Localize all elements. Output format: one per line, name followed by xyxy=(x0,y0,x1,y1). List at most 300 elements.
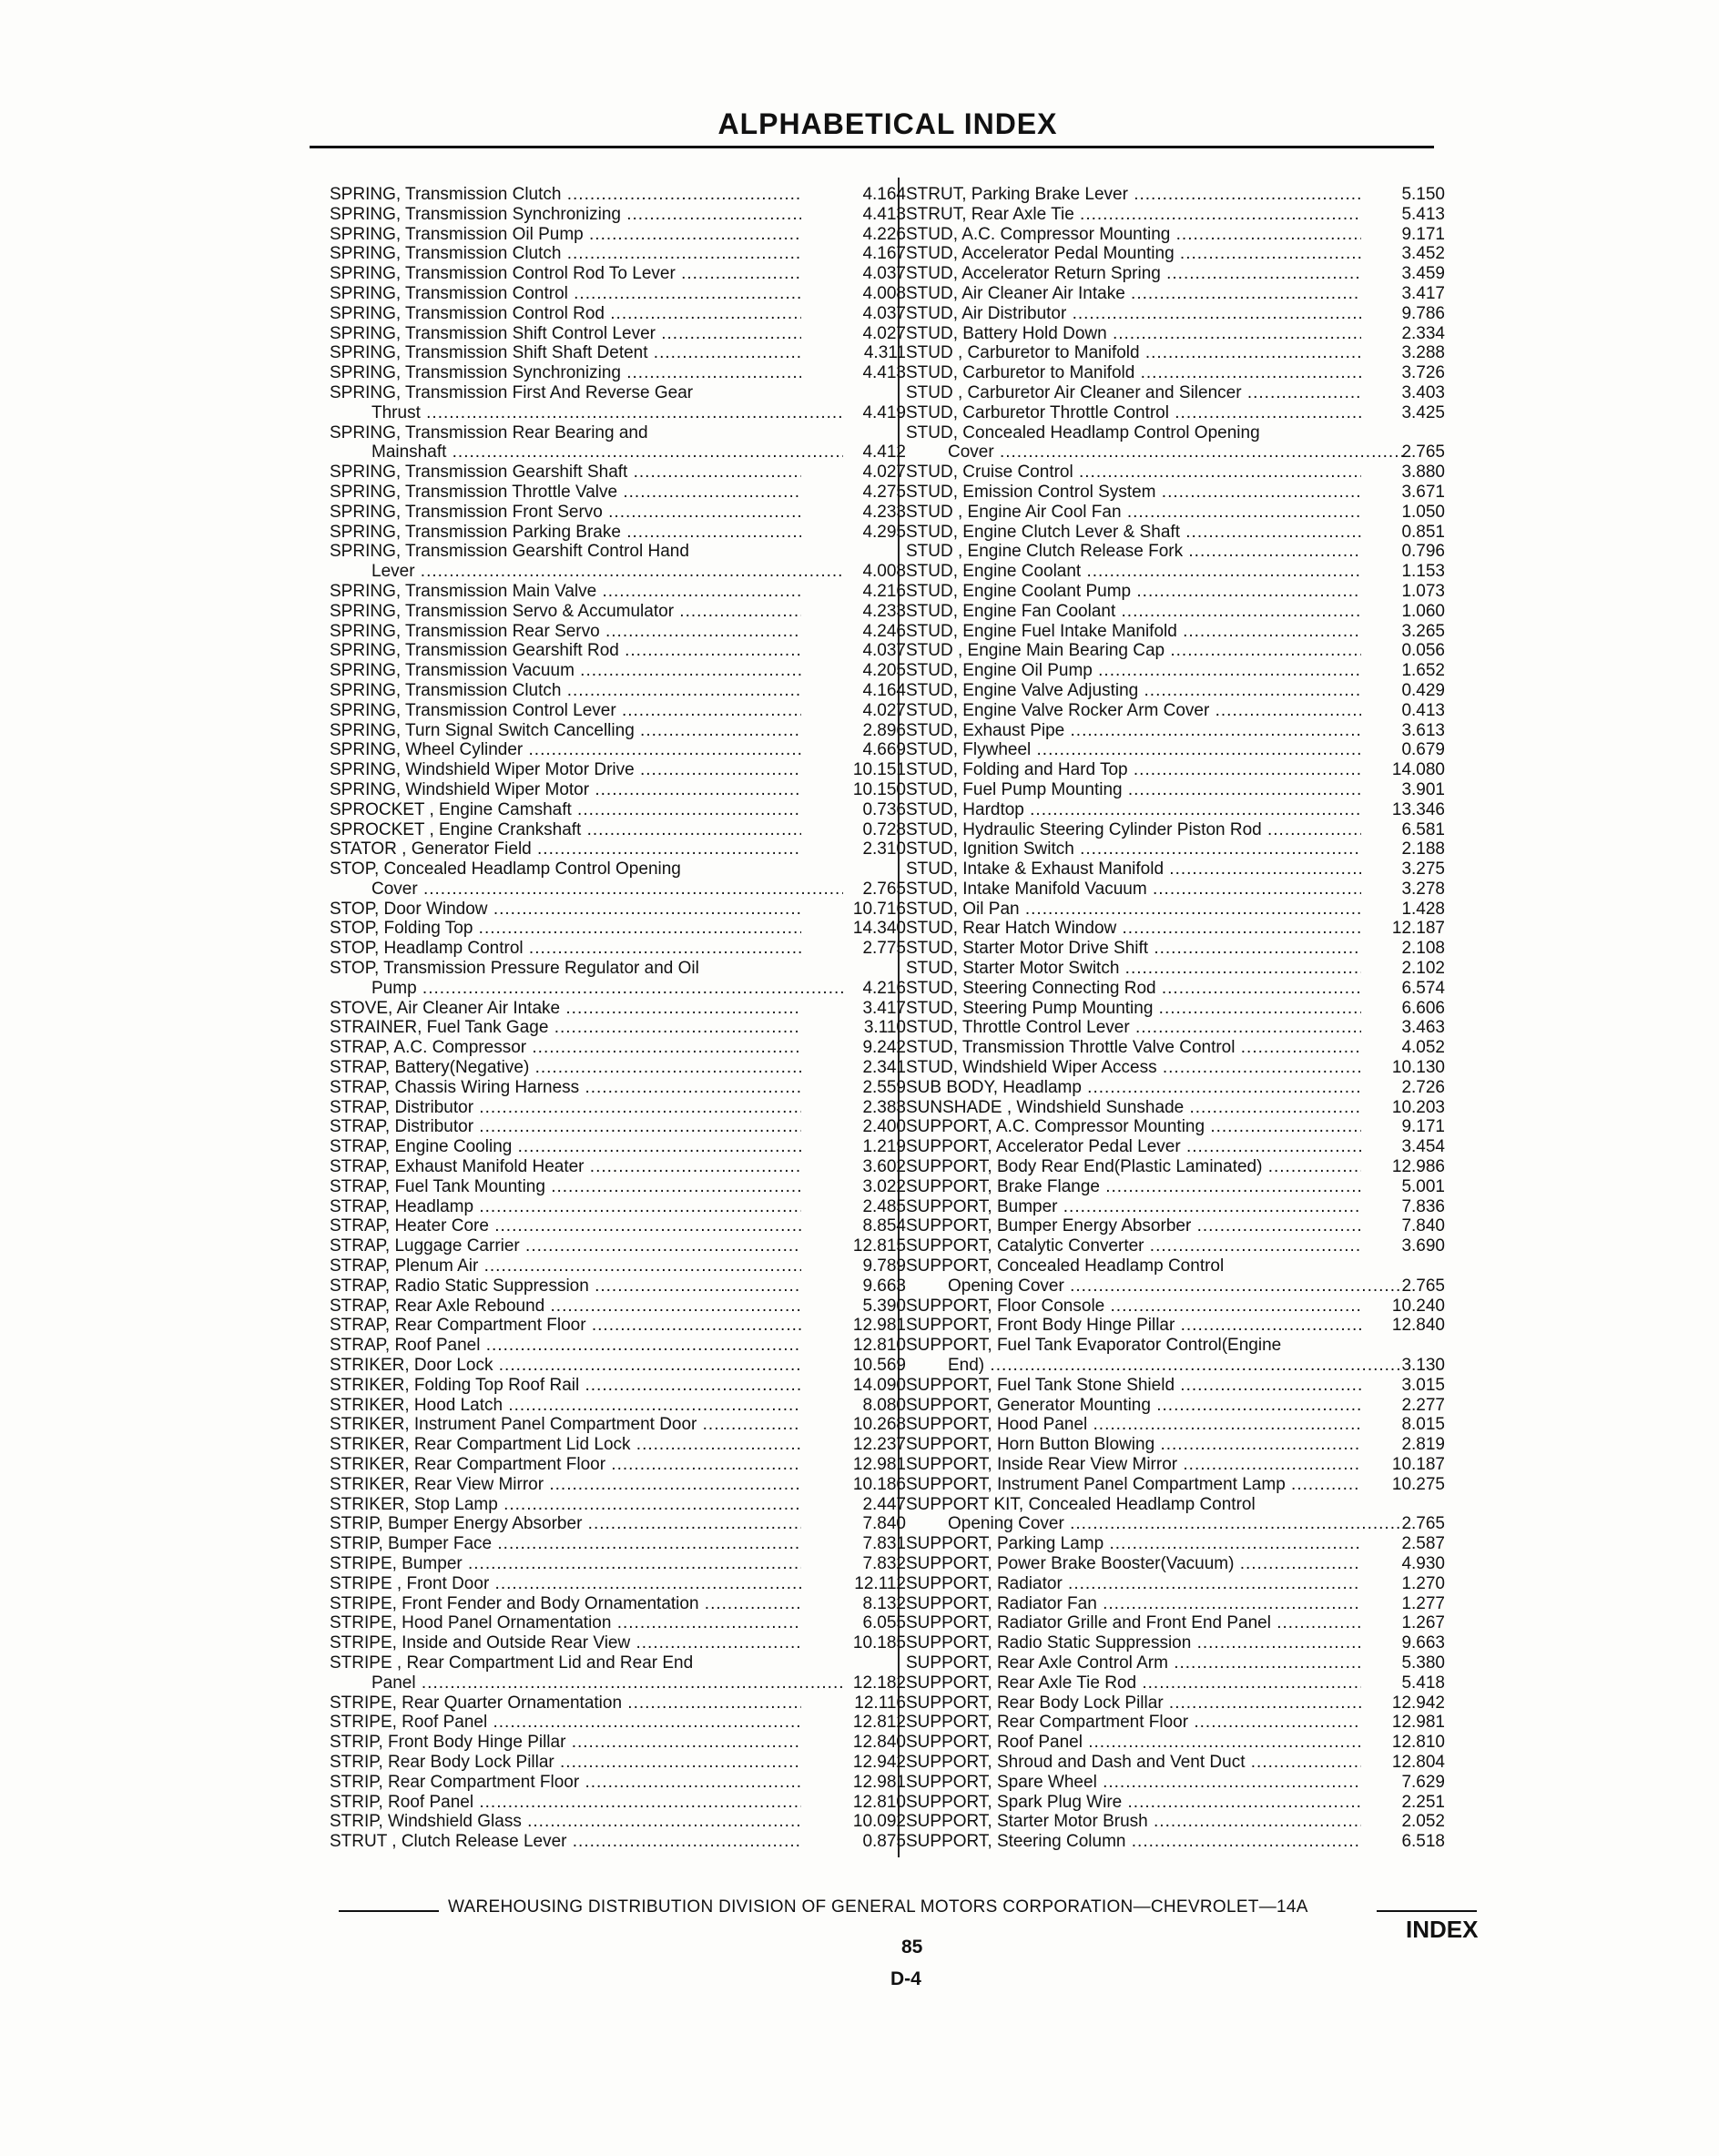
entry-page-ref: 10.185 xyxy=(852,1633,906,1653)
entry-name: STOP, Door Window ..... xyxy=(330,900,801,920)
entry-page-ref: 12.942 xyxy=(1391,1693,1445,1713)
entry-page-ref: 4.275 xyxy=(862,482,906,502)
entry-name: SUPPORT, Roof Panel ..... xyxy=(906,1733,1361,1753)
entry-name: STUD, Windshield Wiper Access ..... xyxy=(906,1058,1361,1078)
entry-page-ref: 2.447 xyxy=(862,1494,906,1514)
entry-name: SPRING, Transmission Control Rod ..... xyxy=(330,304,801,324)
title-rule xyxy=(310,146,1434,148)
index-entry xyxy=(906,1038,1445,1058)
index-entry xyxy=(330,700,906,721)
entry-page-ref: 14.340 xyxy=(852,919,906,939)
entry-name: SUPPORT, Rear Compartment Floor ..... xyxy=(906,1713,1361,1733)
entry-name: SPRING, Transmission Clutch ..... xyxy=(330,244,801,264)
entry-name: STRIP, Bumper Energy Absorber ..... xyxy=(330,1514,801,1534)
index-entry xyxy=(906,1316,1445,1336)
index-entry xyxy=(330,1336,906,1356)
entry-name: SPRING, Transmission First And Reverse Gear xyxy=(330,382,694,402)
entry-page-ref: 2.559 xyxy=(862,1077,906,1097)
index-entry xyxy=(906,1137,1445,1157)
entry-name: STUD, Throttle Control Lever ..... xyxy=(906,1018,1361,1038)
index-entry xyxy=(330,442,906,463)
entry-name: SPRING, Transmission Throttle Valve ..... xyxy=(330,483,801,503)
index-entry xyxy=(906,562,1445,582)
entry-name: STUD , Engine Main Bearing Cap ..... xyxy=(906,641,1361,661)
entry-name: STRIPE, Rear Quarter Ornamentation ..... xyxy=(330,1693,801,1714)
entry-name: STOP, Folding Top ..... xyxy=(330,919,801,939)
entry-page-ref: 4.412 xyxy=(862,442,906,463)
entry-page-ref: 8.854 xyxy=(862,1216,906,1236)
index-entry xyxy=(906,1653,1445,1673)
entry-page-ref: 10.240 xyxy=(1391,1296,1445,1316)
index-entry xyxy=(330,185,906,205)
entry-page-ref: 4.419 xyxy=(862,402,906,422)
entry-page-ref: 0.851 xyxy=(1401,522,1445,542)
index-entry xyxy=(906,204,1445,225)
index-entry xyxy=(906,463,1445,483)
entry-page-ref: 9.663 xyxy=(1401,1633,1445,1653)
entry-page-ref: 4.037 xyxy=(862,303,906,323)
entry-name: End) ..... xyxy=(906,1356,1403,1376)
entry-page-ref: 1.267 xyxy=(1401,1613,1445,1633)
index-entry xyxy=(330,1415,906,1435)
entry-name: STUD, Accelerator Return Spring ..... xyxy=(906,264,1361,284)
footer-rule-left xyxy=(339,1910,439,1912)
entry-page-ref: 3.690 xyxy=(1401,1236,1445,1256)
index-entry xyxy=(906,1633,1445,1653)
index-entry xyxy=(330,1693,906,1714)
entry-page-ref: 5.001 xyxy=(1401,1176,1445,1196)
index-entry xyxy=(906,680,1445,701)
entry-name: STRAP, Distributor ..... xyxy=(330,1098,801,1118)
entry-page-ref: 12.182 xyxy=(852,1673,906,1693)
entry-name: SPRING, Windshield Wiper Motor ..... xyxy=(330,780,801,800)
index-entry xyxy=(330,661,906,681)
index-entry xyxy=(906,819,1445,840)
entry-page-ref: 12.810 xyxy=(1391,1733,1445,1753)
entry-page-ref: 1.073 xyxy=(1401,581,1445,601)
entry-name: STOP, Headlamp Control ..... xyxy=(330,939,801,959)
index-entry xyxy=(906,1395,1445,1416)
entry-page-ref: 3.613 xyxy=(1401,720,1445,740)
entry-name: STUD, Concealed Headlamp Control Opening xyxy=(906,422,1260,442)
index-entry xyxy=(330,423,801,443)
index-entry xyxy=(330,1296,906,1317)
index-entry xyxy=(906,998,1445,1019)
entry-page-ref: 5.413 xyxy=(1401,204,1445,224)
index-entry xyxy=(906,740,1445,760)
entry-name: STUD, Air Cleaner Air Intake ..... xyxy=(906,284,1361,304)
entry-name: SPRING, Transmission Oil Pump ..... xyxy=(330,225,801,245)
entry-name: STUD, Battery Hold Down ..... xyxy=(906,324,1361,344)
entry-name: STRIPE, Front Fender and Body Ornamentation ..... xyxy=(330,1594,801,1614)
entry-name: STUD, Hydraulic Steering Cylinder Piston Rod ..... xyxy=(906,820,1361,840)
entry-name: STRAP, Exhaust Manifold Heater ..... xyxy=(330,1157,801,1177)
index-entry xyxy=(906,1415,1445,1435)
entry-name: SPRING, Transmission Gearshift Rod ..... xyxy=(330,641,801,661)
entry-page-ref: 2.775 xyxy=(862,939,906,959)
entry-name: STRIPE, Roof Panel ..... xyxy=(330,1713,801,1733)
entry-page-ref: 3.417 xyxy=(1401,283,1445,303)
index-entry xyxy=(906,879,1445,900)
entry-name: STRIKER, Stop Lamp ..... xyxy=(330,1495,801,1515)
index-entry xyxy=(906,1256,1361,1276)
entry-name: SPRING, Transmission Rear Bearing and xyxy=(330,422,648,442)
index-entry xyxy=(330,1018,906,1038)
entry-name: Mainshaft ..... xyxy=(330,442,843,463)
entry-page-ref: 4.027 xyxy=(862,700,906,720)
entry-name: SUPPORT, Steering Column ..... xyxy=(906,1832,1361,1852)
entry-name: STRIKER, Rear Compartment Lid Lock ..... xyxy=(330,1435,801,1455)
entry-name: STRAP, Engine Cooling ..... xyxy=(330,1137,801,1157)
index-entry xyxy=(330,1117,906,1137)
entry-page-ref: 2.765 xyxy=(1401,1514,1445,1534)
index-entry xyxy=(906,1196,1445,1217)
entry-name: SUNSHADE , Windshield Sunshade ..... xyxy=(906,1098,1361,1118)
entry-name: STUD, Oil Pan ..... xyxy=(906,900,1361,920)
entry-name: STRIPE, Bumper ..... xyxy=(330,1554,801,1574)
entry-page-ref: 2.896 xyxy=(862,720,906,740)
index-entry xyxy=(906,1613,1445,1633)
entry-name: STRAP, A.C. Compressor ..... xyxy=(330,1038,801,1058)
index-entry xyxy=(906,1812,1445,1832)
entry-name: SUPPORT, Instrument Panel Compartment Lamp ..... xyxy=(906,1475,1361,1495)
entry-name: SUPPORT, Concealed Headlamp Control xyxy=(906,1256,1225,1276)
entry-name: SPRING, Transmission Control Rod To Lever ..... xyxy=(330,264,801,284)
index-entry xyxy=(330,641,906,661)
entry-page-ref: 4.311 xyxy=(863,343,906,363)
index-entry xyxy=(330,1534,906,1554)
entry-name: SUPPORT, Hood Panel ..... xyxy=(906,1415,1361,1435)
index-entry xyxy=(906,1058,1445,1078)
index-entry xyxy=(330,1256,906,1276)
entry-page-ref: 2.765 xyxy=(1401,442,1445,463)
entry-page-ref: 4.246 xyxy=(862,621,906,641)
index-entry xyxy=(906,1495,1361,1515)
entry-page-ref: 4.008 xyxy=(862,283,906,303)
index-entry xyxy=(330,1077,906,1098)
entry-page-ref: 4.164 xyxy=(862,185,906,204)
entry-name: SUPPORT, Radiator Fan ..... xyxy=(906,1594,1361,1614)
entry-name: SPROCKET , Engine Camshaft ..... xyxy=(330,800,801,820)
entry-name: STUD, Engine Clutch Lever & Shaft ..... xyxy=(906,523,1361,543)
index-entry xyxy=(906,1296,1445,1317)
index-entry xyxy=(330,1613,906,1633)
entry-page-ref: 4.413 xyxy=(862,363,906,383)
index-entry xyxy=(330,244,906,264)
entry-name: SPRING, Transmission Synchronizing ..... xyxy=(330,363,801,383)
entry-page-ref: 0.679 xyxy=(1401,740,1445,760)
index-entry xyxy=(330,502,906,523)
entry-name: Panel ..... xyxy=(330,1673,843,1693)
index-entry xyxy=(906,760,1445,780)
index-entry xyxy=(330,1097,906,1118)
index-entry xyxy=(906,1553,1445,1574)
index-entry xyxy=(330,1395,906,1416)
index-entry xyxy=(330,1196,906,1217)
page-number: 85 xyxy=(901,1937,923,1958)
entry-page-ref: 3.454 xyxy=(1401,1137,1445,1157)
index-entry xyxy=(330,919,906,939)
entry-name: SUPPORT, Rear Axle Control Arm ..... xyxy=(906,1653,1361,1673)
index-entry xyxy=(906,1356,1445,1376)
entry-name: STUD, Starter Motor Drive Shift ..... xyxy=(906,939,1361,959)
entry-name: STRAP, Fuel Tank Mounting ..... xyxy=(330,1177,801,1197)
entry-page-ref: 12.840 xyxy=(1391,1316,1445,1336)
entry-name: STRAP, Chassis Wiring Harness ..... xyxy=(330,1078,801,1098)
index-entry xyxy=(906,323,1445,344)
entry-page-ref: 1.060 xyxy=(1401,601,1445,621)
index-entry xyxy=(330,1673,906,1693)
entry-page-ref: 4.295 xyxy=(862,522,906,542)
index-entry xyxy=(906,442,1445,463)
entry-name: SPRING, Transmission Control ..... xyxy=(330,284,801,304)
entry-name: STRAP, Roof Panel ..... xyxy=(330,1336,801,1356)
entry-name: STUD, Engine Valve Rocker Arm Cover ..... xyxy=(906,701,1361,721)
entry-page-ref: 1.652 xyxy=(1401,661,1445,681)
entry-name: STUD, Flywheel ..... xyxy=(906,740,1361,760)
footer-publisher: WAREHOUSING DISTRIBUTION DIVISION OF GENERAL MOTORS CORPORATION—CHEVROLET—14A xyxy=(448,1897,1308,1917)
entry-page-ref: 3.288 xyxy=(1401,343,1445,363)
entry-name: SUPPORT, Rear Body Lock Pillar ..... xyxy=(906,1693,1361,1714)
index-entry xyxy=(906,482,1445,503)
entry-name: STUD, Carburetor to Manifold ..... xyxy=(906,363,1361,383)
entry-page-ref: 10.092 xyxy=(852,1812,906,1832)
index-entry xyxy=(330,522,906,543)
index-entry xyxy=(330,939,906,959)
entry-page-ref: 4.930 xyxy=(1401,1553,1445,1573)
entry-name: SUPPORT, Brake Flange ..... xyxy=(906,1177,1361,1197)
entry-page-ref: 9.171 xyxy=(1401,224,1445,244)
index-entry xyxy=(330,978,906,999)
index-entry xyxy=(906,601,1445,622)
entry-page-ref: 10.268 xyxy=(852,1415,906,1435)
entry-name: STUD, Engine Fuel Intake Manifold ..... xyxy=(906,622,1361,642)
entry-page-ref: 12.112 xyxy=(854,1573,906,1593)
entry-name: SPRING, Wheel Cylinder ..... xyxy=(330,740,801,760)
entry-name: SPRING, Transmission Control Lever ..... xyxy=(330,701,801,721)
index-entry xyxy=(906,959,1445,979)
entry-page-ref: 3.671 xyxy=(1401,482,1445,502)
index-entry xyxy=(906,641,1445,661)
index-entry xyxy=(330,323,906,344)
index-entry xyxy=(330,1573,906,1594)
entry-name: STUD, Steering Pump Mounting ..... xyxy=(906,999,1361,1019)
entry-page-ref: 3.130 xyxy=(1401,1356,1445,1376)
index-entry xyxy=(330,740,906,760)
index-entry xyxy=(906,423,1361,443)
index-entry xyxy=(330,1435,906,1455)
index-entry xyxy=(906,1673,1445,1693)
entry-page-ref: 3.901 xyxy=(1401,779,1445,799)
entry-name: STUD, Steering Connecting Rod ..... xyxy=(906,979,1361,999)
index-entry xyxy=(906,382,1445,403)
entry-page-ref: 3.602 xyxy=(862,1157,906,1177)
entry-page-ref: 12.981 xyxy=(852,1316,906,1336)
entry-name: STRIP, Bumper Face ..... xyxy=(330,1534,801,1554)
index-entry xyxy=(906,1117,1445,1137)
index-entry xyxy=(330,1474,906,1495)
entry-page-ref: 4.205 xyxy=(862,661,906,681)
entry-page-ref: 1.428 xyxy=(1401,899,1445,919)
entry-page-ref: 2.188 xyxy=(1401,839,1445,859)
entry-name: STRUT, Rear Axle Tie ..... xyxy=(906,205,1361,225)
index-entry xyxy=(906,1792,1445,1813)
index-entry xyxy=(330,1812,906,1832)
index-entry xyxy=(330,1316,906,1336)
entry-name: STUD, Engine Coolant ..... xyxy=(906,562,1361,582)
entry-name: SUPPORT, Radiator Grille and Front End Panel ..... xyxy=(906,1613,1361,1633)
index-entry xyxy=(906,1693,1445,1714)
index-entry xyxy=(330,819,906,840)
index-entry xyxy=(906,1236,1445,1256)
footer-rule-right xyxy=(1377,1910,1477,1912)
index-entry xyxy=(330,1593,906,1614)
index-entry xyxy=(330,859,801,880)
entry-name: STUD , Engine Clutch Release Fork ..... xyxy=(906,542,1361,562)
entry-page-ref: 4.233 xyxy=(862,502,906,522)
entry-name: STUD, Engine Fan Coolant ..... xyxy=(906,602,1361,622)
entry-name: STRIKER, Rear View Mirror ..... xyxy=(330,1475,801,1495)
entry-page-ref: 6.055 xyxy=(862,1613,906,1633)
entry-page-ref: 7.832 xyxy=(862,1553,906,1573)
entry-page-ref: 12.942 xyxy=(852,1752,906,1772)
index-entry xyxy=(906,859,1445,880)
entry-page-ref: 8.132 xyxy=(862,1593,906,1613)
entry-page-ref: 2.108 xyxy=(1401,939,1445,959)
entry-name: SUPPORT KIT, Concealed Headlamp Control xyxy=(906,1494,1256,1514)
entry-name: STRUT , Clutch Release Lever ..... xyxy=(330,1832,801,1852)
entry-page-ref: 4.233 xyxy=(862,601,906,621)
index-entry xyxy=(330,1058,906,1078)
entry-page-ref: 8.015 xyxy=(1401,1415,1445,1435)
index-entry xyxy=(906,839,1445,859)
entry-name: SUPPORT, Bumper Energy Absorber ..... xyxy=(906,1216,1361,1236)
entry-page-ref: 7.836 xyxy=(1401,1196,1445,1216)
entry-page-ref: 12.981 xyxy=(1391,1713,1445,1733)
entry-name: STRIPE , Rear Compartment Lid and Rear End xyxy=(330,1653,694,1673)
entry-page-ref: 3.726 xyxy=(1401,363,1445,383)
entry-page-ref: 1.153 xyxy=(1401,562,1445,582)
entry-page-ref: 4.027 xyxy=(862,463,906,483)
index-entry xyxy=(330,879,906,900)
index-entry xyxy=(330,799,906,820)
entry-name: STRUT, Parking Brake Lever ..... xyxy=(906,185,1361,205)
entry-page-ref: 5.418 xyxy=(1401,1673,1445,1693)
entry-page-ref: 1.270 xyxy=(1401,1573,1445,1593)
entry-page-ref: 2.726 xyxy=(1401,1077,1445,1097)
entry-name: STUD , Carburetor to Manifold ..... xyxy=(906,343,1361,363)
entry-name: STOP, Transmission Pressure Regulator and Oil xyxy=(330,959,699,979)
index-entry xyxy=(906,1435,1445,1455)
entry-page-ref: 4.008 xyxy=(862,562,906,582)
entry-name: SUPPORT, Fuel Tank Stone Shield ..... xyxy=(906,1376,1361,1396)
entry-page-ref: 12.116 xyxy=(854,1693,906,1713)
index-entry xyxy=(330,1236,906,1256)
index-entry xyxy=(330,1792,906,1813)
entry-name: STOVE, Air Cleaner Air Intake ..... xyxy=(330,999,801,1019)
entry-page-ref: 12.804 xyxy=(1391,1752,1445,1772)
entry-name: Opening Cover ..... xyxy=(906,1276,1403,1297)
index-entry xyxy=(906,363,1445,383)
index-entry xyxy=(906,283,1445,304)
index-entry xyxy=(330,1772,906,1793)
entry-name: STATOR , Generator Field ..... xyxy=(330,839,801,859)
entry-name: STUD, A.C. Compressor Mounting ..... xyxy=(906,225,1361,245)
entry-name: STRAP, Luggage Carrier ..... xyxy=(330,1236,801,1256)
entry-name: SPRING, Windshield Wiper Motor Drive ..... xyxy=(330,760,801,780)
entry-page-ref: 1.277 xyxy=(1401,1593,1445,1613)
entry-page-ref: 0.728 xyxy=(862,819,906,839)
entry-name: SUB BODY, Headlamp ..... xyxy=(906,1078,1361,1098)
entry-name: SUPPORT, Inside Rear View Mirror ..... xyxy=(906,1455,1361,1475)
index-entry xyxy=(906,1832,1445,1852)
entry-name: STRIKER, Instrument Panel Compartment Door ..... xyxy=(330,1415,801,1435)
entry-page-ref: 4.037 xyxy=(862,264,906,284)
entry-name: STUD, Ignition Switch ..... xyxy=(906,839,1361,859)
entry-name: STUD, Transmission Throttle Valve Control ..... xyxy=(906,1038,1361,1058)
entry-name: Cover ..... xyxy=(330,880,843,900)
entry-name: SUPPORT, Radiator ..... xyxy=(906,1574,1361,1594)
entry-page-ref: 4.216 xyxy=(862,978,906,998)
entry-name: STUD, Engine Coolant Pump ..... xyxy=(906,582,1361,602)
index-entry xyxy=(330,899,906,920)
entry-name: SUPPORT, Power Brake Booster(Vacuum) ..... xyxy=(906,1554,1361,1574)
index-entry xyxy=(330,680,906,701)
index-entry xyxy=(906,402,1445,423)
entry-page-ref: 12.981 xyxy=(852,1455,906,1474)
index-entry xyxy=(330,1176,906,1197)
entry-page-ref: 10.569 xyxy=(852,1356,906,1376)
entry-page-ref: 4.052 xyxy=(1401,1038,1445,1058)
index-entry xyxy=(330,283,906,304)
entry-page-ref: 3.110 xyxy=(863,1018,906,1038)
entry-name: STRIKER, Hood Latch ..... xyxy=(330,1396,801,1416)
index-entry xyxy=(906,1176,1445,1197)
entry-name: SUPPORT, Rear Axle Tie Rod ..... xyxy=(906,1673,1361,1693)
entry-page-ref: 9.663 xyxy=(862,1276,906,1296)
entry-name: STRAP, Headlamp ..... xyxy=(330,1197,801,1217)
entry-name: STUD, Rear Hatch Window ..... xyxy=(906,919,1361,939)
entry-page-ref: 2.383 xyxy=(862,1097,906,1117)
index-entry xyxy=(330,303,906,324)
index-entry xyxy=(906,581,1445,602)
entry-page-ref: 4.226 xyxy=(862,224,906,244)
entry-page-ref: 10.151 xyxy=(852,760,906,780)
entry-name: STRAP, Battery(Negative) ..... xyxy=(330,1058,801,1078)
index-entry xyxy=(330,542,801,562)
entry-page-ref: 4.027 xyxy=(862,323,906,343)
index-column-left xyxy=(330,185,906,1852)
index-entry xyxy=(330,1276,906,1297)
entry-page-ref: 9.242 xyxy=(862,1038,906,1058)
entry-name: STUD , Carburetor Air Cleaner and Silencer ..... xyxy=(906,383,1361,403)
entry-name: Lever ..... xyxy=(330,562,843,582)
index-entry xyxy=(906,779,1445,800)
entry-page-ref: 2.587 xyxy=(1401,1534,1445,1554)
entry-name: SPRING, Transmission Clutch ..... xyxy=(330,681,801,701)
entry-name: STUD, Intake & Exhaust Manifold ..... xyxy=(906,859,1361,880)
entry-name: SUPPORT, Floor Console ..... xyxy=(906,1297,1361,1317)
entry-name: SPRING, Transmission Main Valve ..... xyxy=(330,582,801,602)
index-entry xyxy=(906,1455,1445,1475)
index-entry xyxy=(330,1038,906,1058)
entry-name: SPRING, Transmission Clutch ..... xyxy=(330,185,801,205)
entry-name: SUPPORT, Horn Button Blowing ..... xyxy=(906,1435,1361,1455)
entry-name: SUPPORT, Spark Plug Wire ..... xyxy=(906,1793,1361,1813)
entry-name: STRIKER, Door Lock ..... xyxy=(330,1356,801,1376)
index-entry xyxy=(906,1534,1445,1554)
entry-name: STRAP, Radio Static Suppression ..... xyxy=(330,1276,801,1297)
